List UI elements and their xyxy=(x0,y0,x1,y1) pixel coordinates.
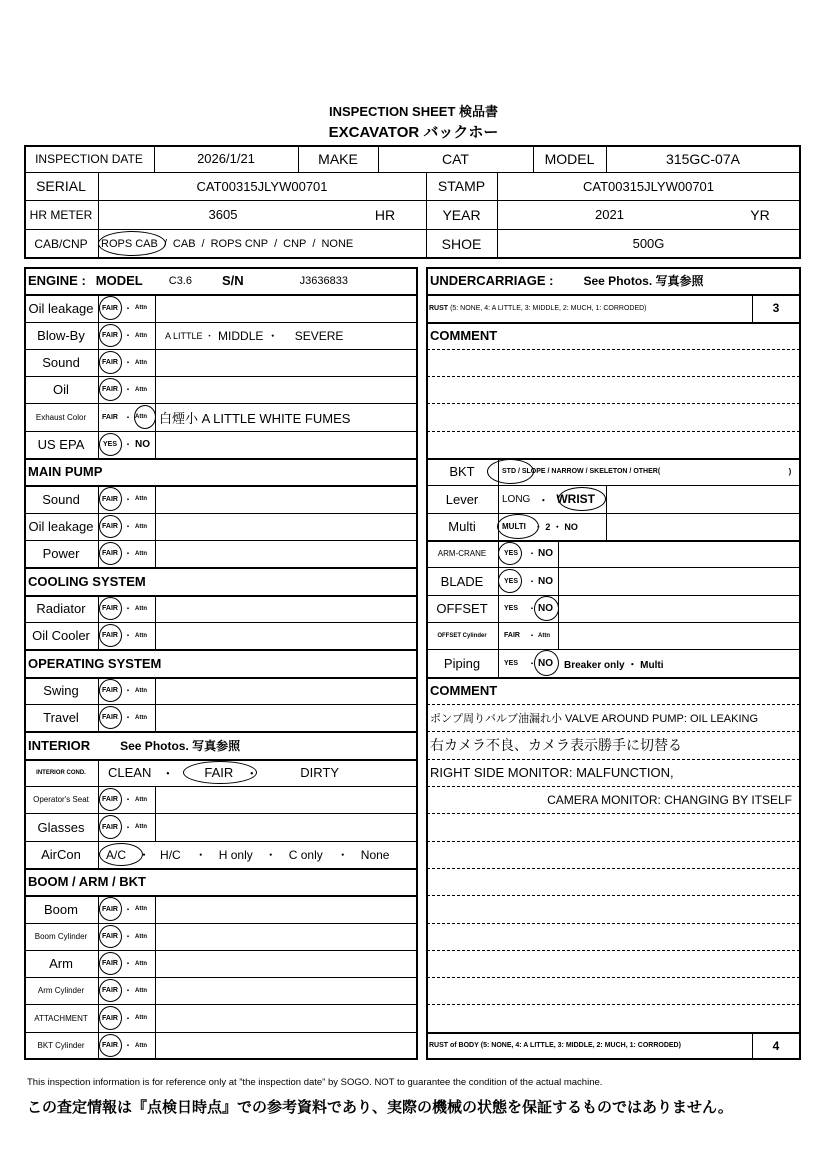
row-label: US EPA xyxy=(37,437,85,452)
option-fair[interactable]: FAIR xyxy=(102,687,118,694)
option-attn[interactable]: Attn xyxy=(135,687,147,694)
fair-attn-selector: FAIR ・ Attn xyxy=(99,322,147,349)
option-fair[interactable]: FAIR xyxy=(102,632,118,639)
hr-meter-value: 3605 xyxy=(208,207,238,222)
aircon-option[interactable]: A/C xyxy=(106,847,127,862)
row-label: Exhaust Color xyxy=(35,412,87,422)
fair-attn-selector: YES ・ NO xyxy=(99,431,150,458)
option-fair[interactable]: FAIR xyxy=(102,905,118,913)
row-label: Glasses xyxy=(37,819,85,835)
multi-label: Multi xyxy=(448,519,476,534)
hr-meter-label: HR METER xyxy=(29,207,93,222)
shoe-label: SHOE xyxy=(441,235,482,252)
fair-attn-selector: FAIR ・ Attn xyxy=(99,895,147,923)
option-attn[interactable]: Attn xyxy=(135,1042,147,1049)
row-label: Blow-By xyxy=(37,328,85,343)
fair-attn-selector: FAIR ・ Attn xyxy=(99,813,147,841)
option-fair[interactable]: FAIR xyxy=(102,714,118,721)
arm-crane-label: ARM-CRANE xyxy=(437,549,487,558)
stamp-label: STAMP xyxy=(437,178,486,194)
fair-attn-selector: FAIR ・ Attn xyxy=(99,540,147,567)
option-fair[interactable]: FAIR xyxy=(102,386,118,393)
aircon-label: AirCon xyxy=(41,847,81,862)
piping-option-2[interactable]: NO xyxy=(538,657,553,669)
option-attn[interactable]: Attn xyxy=(135,796,147,803)
option-fair[interactable]: FAIR xyxy=(102,605,118,612)
lever-option-long[interactable]: LONG xyxy=(502,493,531,505)
piping-option-1[interactable]: YES xyxy=(504,659,519,667)
option-fair[interactable]: FAIR xyxy=(102,523,118,530)
interior-cond-label: INTERIOR COND. xyxy=(36,769,86,776)
fair-attn-selector: FAIR ・ Attn xyxy=(99,403,147,431)
shoe-value: 500G xyxy=(632,236,665,251)
section-title: OPERATING SYSTEM xyxy=(28,655,162,671)
fair-attn-selector: FAIR ・ Attn xyxy=(99,485,147,513)
model-value: 315GC-07A xyxy=(666,150,740,167)
row-label: Oil xyxy=(53,382,69,397)
bkt-close: ) xyxy=(788,467,792,476)
option-yes[interactable]: YES xyxy=(102,441,117,448)
option-no[interactable]: NO xyxy=(135,439,150,450)
blowby-middle[interactable]: MIDDLE ・ xyxy=(218,329,279,343)
rust-body-value: 4 xyxy=(772,1038,780,1053)
offset-cylinder-option-1[interactable]: FAIR xyxy=(504,632,520,639)
interior-cond-option[interactable]: CLEAN xyxy=(108,765,152,780)
fair-attn-selector: FAIR ・ Attn xyxy=(99,513,147,540)
fair-attn-selector: FAIR ・ Attn xyxy=(99,923,147,950)
bkt-options[interactable]: STD / SLOPE / NARROW / SKELETON / OTHER( xyxy=(502,468,661,475)
undercarriage-rust-value: 3 xyxy=(772,301,780,315)
option-attn[interactable]: Attn xyxy=(135,1015,147,1021)
make-label: MAKE xyxy=(318,150,358,167)
blade-option-2[interactable]: NO xyxy=(538,575,553,587)
comment-line: CAMERA MONITOR: CHANGING BY ITSELF xyxy=(547,792,792,807)
row-label: Travel xyxy=(43,710,79,725)
interior-see-photos: See Photos. 写真参照 xyxy=(120,738,241,753)
section-title: MAIN PUMP xyxy=(28,464,103,479)
row-label: Arm xyxy=(49,956,73,971)
lever-label: Lever xyxy=(445,491,479,507)
undercarriage-comment-label: COMMENT xyxy=(430,328,498,343)
offset-label: OFFSET xyxy=(436,601,488,616)
row-label: BKT Cylinder xyxy=(37,1041,85,1050)
footer-disclaimer-en: This inspection information is for reference only at ”the inspection date” by SOGO. NOT to guarantee the condition of the actual machine. xyxy=(27,1077,603,1088)
aircon-option[interactable]: C only xyxy=(288,847,323,862)
sheet-subtitle: EXCAVATOR バックホー xyxy=(328,124,499,141)
option-fair[interactable]: FAIR xyxy=(102,1042,118,1049)
option-fair[interactable]: FAIR xyxy=(102,1014,118,1022)
interior-cond-options: CLEAN ・ FAIR ・ DIRTY xyxy=(108,765,340,781)
option-attn[interactable]: Attn xyxy=(135,824,147,830)
option-attn[interactable]: Attn xyxy=(135,305,147,311)
hr-unit: HR xyxy=(374,206,396,223)
aircon-option[interactable]: H/C xyxy=(160,847,181,862)
blade-option-1[interactable]: YES xyxy=(504,577,519,585)
model-label: MODEL xyxy=(544,150,595,167)
make-value: CAT xyxy=(442,150,469,167)
option-attn[interactable]: Attn xyxy=(135,523,147,530)
fair-attn-selector: FAIR ・ Attn xyxy=(99,622,147,649)
inspection-date-value: 2026/1/21 xyxy=(197,151,255,166)
blowby-severe[interactable]: SEVERE xyxy=(294,328,344,343)
section-title: BOOM / ARM / BKT xyxy=(28,874,146,889)
option-attn[interactable]: Attn xyxy=(135,550,147,557)
comment-line: 右カメラ不良、カメラ表示勝手に切替る xyxy=(430,737,682,753)
blade-options: YES ・ NO xyxy=(504,575,553,587)
option-fair[interactable]: FAIR xyxy=(102,987,118,994)
fair-attn-selector: FAIR ・ Attn xyxy=(99,677,147,704)
engine-model-label: MODEL xyxy=(95,273,143,288)
cab-option[interactable]: CAB xyxy=(172,237,196,250)
fair-attn-selector: FAIR ・ Attn xyxy=(99,595,147,622)
fair-attn-selector: FAIR ・ Attn xyxy=(99,786,147,813)
row-label: Oil Cooler xyxy=(32,628,90,643)
aircon-option[interactable]: None xyxy=(360,847,390,862)
piping-note: Breaker only ・ Multi xyxy=(564,659,664,671)
option-fair[interactable]: FAIR xyxy=(102,495,118,503)
arm-crane-option-2[interactable]: NO xyxy=(538,548,553,559)
rust-body-label: RUST of BODY (5: NONE, 4: A LITTLE, 3: MIDDLE, 2: MUCH, 1: CORRODED) xyxy=(429,1042,681,1049)
comment-line: RIGHT SIDE MONITOR: MALFUNCTION, xyxy=(430,765,674,780)
row-label: Swing xyxy=(43,683,79,698)
option-attn[interactable]: Attn xyxy=(135,960,147,967)
option-fair[interactable]: FAIR xyxy=(102,332,118,339)
row-label: Boom xyxy=(44,901,78,917)
inspection-date-label: INSPECTION DATE xyxy=(35,151,143,166)
row-label: ATTACHMENT xyxy=(34,1013,88,1023)
cab-options: ROPS CAB / CAB / ROPS CNP / CNP / NONE xyxy=(101,237,354,250)
section-title: COOLING SYSTEM xyxy=(28,573,146,589)
lever-option-wrist[interactable]: WRIST xyxy=(556,492,596,506)
year-value: 2021 xyxy=(595,207,624,222)
cab-option[interactable]: ROPS CAB xyxy=(101,237,158,250)
offset-option-2[interactable]: NO xyxy=(538,603,553,614)
cab-label: CAB/CNP xyxy=(34,236,88,251)
option-attn[interactable]: Attn xyxy=(135,906,147,912)
multi-options: MULTI ・ 2 ・ NO xyxy=(502,522,578,532)
option-fair[interactable]: FAIR xyxy=(102,304,118,312)
option-attn[interactable]: Attn xyxy=(135,359,147,366)
option-attn[interactable]: Attn xyxy=(135,332,147,339)
stamp-value: CAT00315JLYW00701 xyxy=(582,178,715,194)
fair-attn-selector: FAIR ・ Attn xyxy=(99,349,147,376)
undercarriage-title: UNDERCARRIAGE : xyxy=(430,273,554,288)
interior-cond-option[interactable]: DIRTY xyxy=(300,765,340,780)
undercarriage-header xyxy=(426,267,800,294)
offset-option-1[interactable]: YES xyxy=(504,605,519,612)
serial-label: SERIAL xyxy=(36,178,86,194)
offset-cylinder-options: FAIR ・ Attn xyxy=(504,631,550,640)
footer-disclaimer-ja: この査定情報は『点検日時点』での参考資料であり、実際の機械の状態を保証するものではありません。 xyxy=(27,1099,733,1116)
option-attn[interactable]: Attn xyxy=(135,496,147,502)
undercarriage-rust-label: RUST (5: NONE, 4: A LITTLE, 3: MIDDLE, 2: MUCH, 1: CORRODED) xyxy=(429,304,647,312)
row-label: Sound xyxy=(42,355,80,370)
fair-attn-selector: FAIR ・ Attn xyxy=(99,704,147,731)
interior-title: INTERIOR xyxy=(28,737,91,753)
cab-option[interactable]: CNP xyxy=(283,237,307,250)
lever-options: LONG ・ WRIST xyxy=(502,492,596,507)
option-attn[interactable]: Attn xyxy=(135,632,147,639)
blowby-scale xyxy=(161,322,401,349)
offset-options: YES ・ NO xyxy=(504,603,553,614)
aircon-options: A/C ・ H/C ・ H only ・ C only ・ None xyxy=(106,847,390,862)
option-fair[interactable]: FAIR xyxy=(102,550,118,557)
option-attn[interactable]: Attn xyxy=(135,714,147,721)
aircon-option[interactable]: H only xyxy=(218,847,253,862)
row-label: Sound xyxy=(42,491,80,507)
year-label: YEAR xyxy=(442,206,481,223)
fair-attn-selector: FAIR ・ Attn xyxy=(99,977,147,1004)
fair-attn-selector: FAIR ・ Attn xyxy=(99,950,147,977)
sheet-title: INSPECTION SHEET 検品書 xyxy=(328,104,499,119)
interior-cond-option[interactable]: FAIR xyxy=(204,765,234,780)
row-label: Boom Cylinder xyxy=(34,932,88,941)
engine-sn-label: S/N xyxy=(222,273,244,288)
row-label: Radiator xyxy=(36,601,86,616)
option-fair[interactable]: FAIR xyxy=(102,933,118,940)
serial-value: CAT00315JLYW00701 xyxy=(196,178,328,194)
fair-attn-selector: FAIR ・ Attn xyxy=(99,376,147,403)
engine-header xyxy=(24,267,417,294)
comment-line: ポンプ周りバルブ油漏れ小 VALVE AROUND PUMP: OIL LEAKING xyxy=(430,712,759,725)
engine-sn-value: J3636833 xyxy=(299,274,348,287)
piping-options: YES ・ NO xyxy=(504,657,553,669)
option-attn[interactable]: Attn xyxy=(135,987,147,994)
arm-crane-option-1[interactable]: YES xyxy=(504,550,519,557)
multi-option-multi[interactable]: MULTI xyxy=(502,522,526,531)
engine-title: ENGINE : xyxy=(28,273,86,288)
blade-label: BLADE xyxy=(440,573,484,589)
row-label: Power xyxy=(42,546,80,561)
row-label: Oil leakage xyxy=(28,300,94,316)
option-fair[interactable]: FAIR xyxy=(102,359,118,366)
offset-cylinder-option-2[interactable]: Attn xyxy=(538,632,550,639)
comment-label: COMMENT xyxy=(430,683,498,698)
option-attn[interactable]: Attn xyxy=(135,414,147,420)
option-attn[interactable]: Attn xyxy=(135,386,147,393)
interior-header xyxy=(24,731,417,759)
piping-label: Piping xyxy=(443,655,481,671)
option-fair[interactable]: FAIR xyxy=(102,823,118,831)
row-label: Operator's Seat xyxy=(33,795,89,804)
undercarriage-see-photos: See Photos. 写真参照 xyxy=(583,274,704,288)
fair-attn-selector: FAIR ・ Attn xyxy=(99,294,147,322)
row-label: Oil leakage xyxy=(28,519,94,534)
arm-crane-options: YES ・ NO xyxy=(504,548,553,559)
engine-model-value: C3.6 xyxy=(168,274,192,287)
offset-cylinder-label: OFFSET Cylinder xyxy=(437,632,487,639)
row-label: Arm Cylinder xyxy=(37,986,85,995)
row-note: 白煙小 A LITTLE WHITE FUMES xyxy=(159,410,351,426)
option-fair[interactable]: FAIR xyxy=(102,413,118,421)
fair-attn-selector: FAIR ・ Attn xyxy=(99,1032,147,1059)
bkt-label: BKT xyxy=(449,464,475,479)
year-unit: YR xyxy=(750,206,770,223)
option-fair[interactable]: FAIR xyxy=(102,960,118,967)
option-attn[interactable]: Attn xyxy=(135,933,147,940)
option-fair[interactable]: FAIR xyxy=(102,796,118,803)
blowby-little[interactable]: A LITTLE ・ xyxy=(165,331,215,341)
fair-attn-selector: FAIR ・ Attn xyxy=(99,1004,147,1032)
option-attn[interactable]: Attn xyxy=(135,605,147,612)
cab-option[interactable]: ROPS CNP xyxy=(210,237,269,250)
cab-option[interactable]: NONE xyxy=(321,237,354,250)
